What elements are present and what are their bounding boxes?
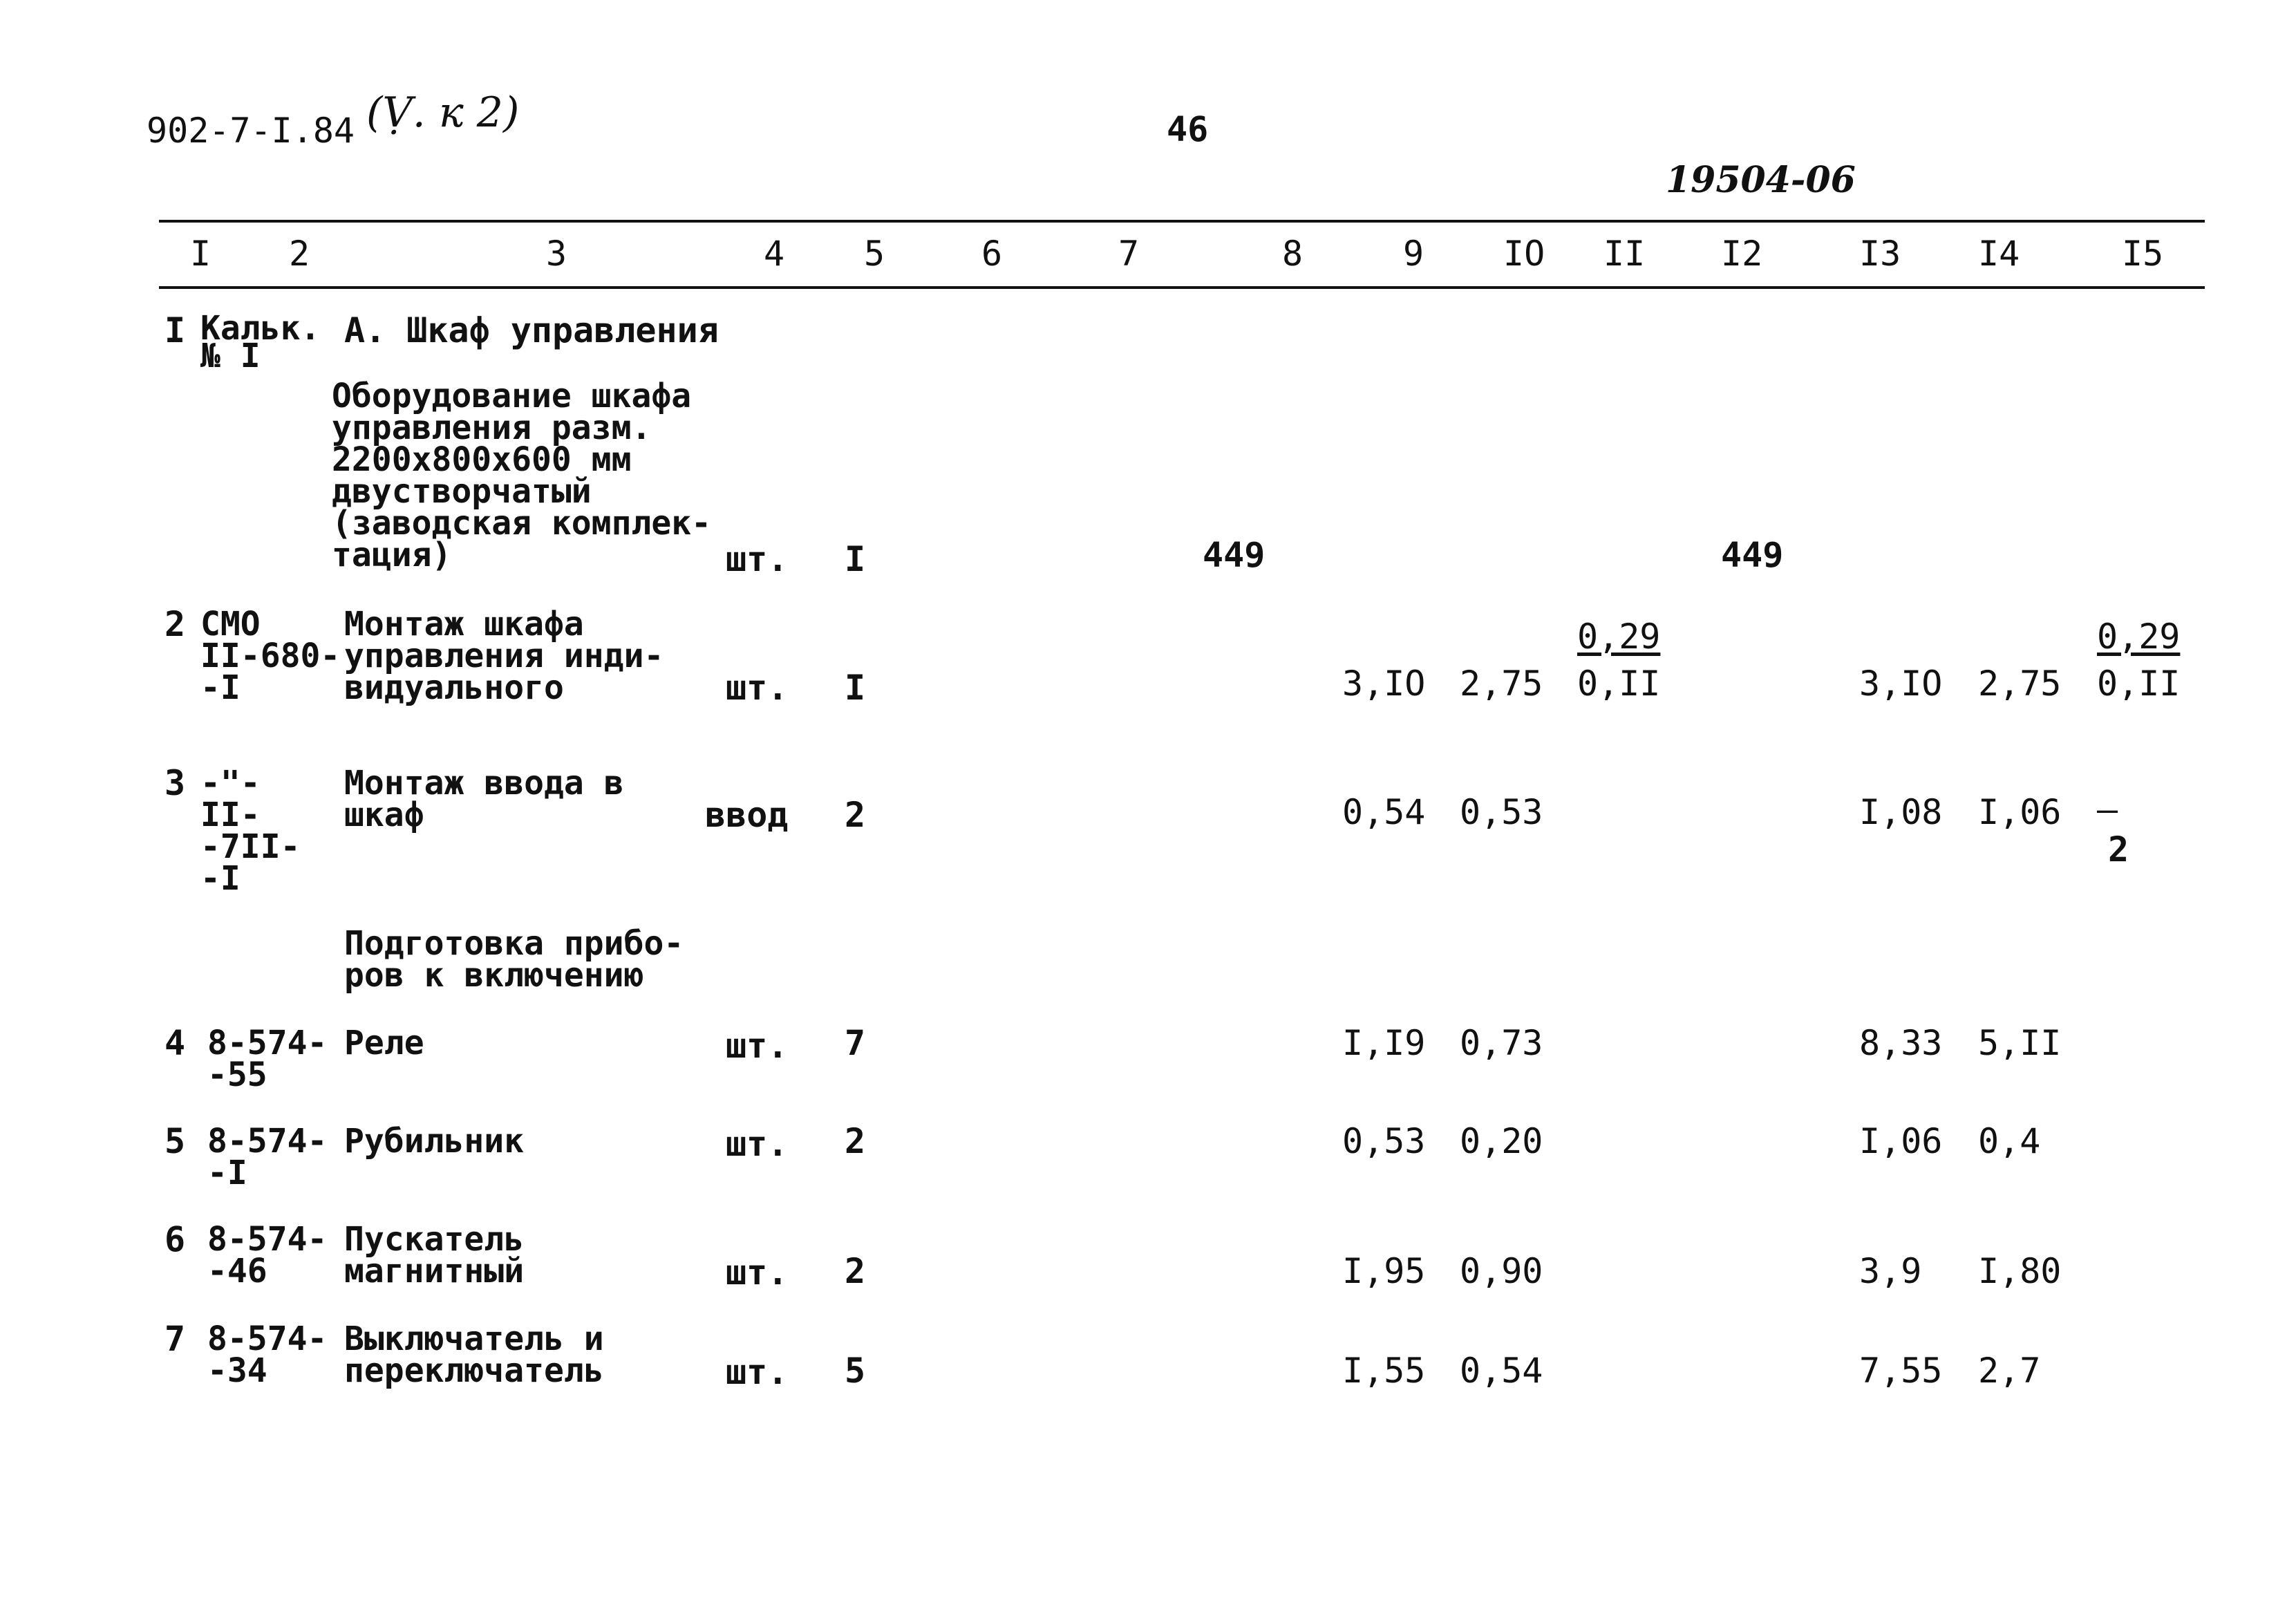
row-col11-denominator: 0,II [1577, 664, 1661, 704]
row-col8: 449 [1203, 535, 1265, 575]
row-col15-denominator: 0,II [2097, 664, 2181, 704]
row-description: Монтаж шкафа управления инди- видуального [344, 605, 664, 707]
col-header-12: I2 [1721, 234, 1763, 274]
col-header-4: 4 [764, 234, 785, 274]
col-header-13: I3 [1859, 234, 1901, 274]
row-description: Оборудование шкафа управления разм. 2200x800x600 мм двустворчатый (заводская комплек- тация) [332, 377, 712, 574]
row-col13: 3,9 [1859, 1251, 1922, 1291]
row-col9: I,95 [1342, 1251, 1426, 1291]
row-quantity: I [845, 668, 866, 708]
row-col15-denominator: 2 [2108, 829, 2129, 870]
row-col9: 0,53 [1342, 1121, 1426, 1161]
row-quantity: 2 [845, 1121, 866, 1161]
row-number: 3 [164, 763, 186, 803]
row-col10: 0,53 [1460, 792, 1543, 832]
row-col14: 2,7 [1978, 1351, 2041, 1391]
row-unit: шт. [726, 539, 789, 579]
row-code: 8-574- -34 [207, 1320, 328, 1390]
section-subheading: Подготовка прибо- ров к включению [344, 924, 684, 995]
col-header-3: 3 [546, 234, 567, 274]
col-header-10: IO [1503, 234, 1545, 274]
header-bottom-rule [159, 286, 2205, 289]
row-col13: I,08 [1859, 792, 1943, 832]
col-header-11: II [1603, 234, 1646, 274]
row-col15-numerator: 0,29 [2097, 617, 2181, 657]
row-quantity: I [845, 539, 866, 579]
row-number: 5 [164, 1121, 186, 1161]
row-col12: 449 [1721, 535, 1784, 575]
section-title: А. Шкаф управления [344, 310, 719, 350]
row-col14: I,06 [1978, 792, 2062, 832]
row-col10: 0,90 [1460, 1251, 1543, 1291]
col-header-5: 5 [864, 234, 885, 274]
row-unit: шт. [726, 668, 789, 708]
col-header-14: I4 [1978, 234, 2020, 274]
row-unit: шт. [726, 1352, 789, 1392]
col-header-6: 6 [981, 234, 1003, 274]
handwritten-note: (Ṿ. к 2) [366, 88, 520, 137]
row-quantity: 2 [845, 1251, 866, 1291]
row-col15-numerator: — [2097, 789, 2118, 829]
page-number: 46 [1167, 109, 1209, 149]
row-code: 8-574- -I [207, 1122, 328, 1192]
row-col9: 3,IO [1342, 664, 1426, 704]
row-unit: шт. [726, 1026, 789, 1066]
document-code: 902-7-I.84 [147, 111, 355, 151]
row-description: Монтаж ввода в шкаф [344, 764, 624, 834]
row-col10: 2,75 [1460, 664, 1543, 704]
row-col10: 0,54 [1460, 1351, 1543, 1391]
row-col14: 0,4 [1978, 1121, 2041, 1161]
row-col14: 2,75 [1978, 664, 2062, 704]
row-col11-numerator: 0,29 [1577, 617, 1661, 657]
row-description: Выключатель и переключатель [344, 1320, 604, 1390]
row-col10: 0,20 [1460, 1121, 1543, 1161]
row-col10: 0,73 [1460, 1023, 1543, 1063]
registration-stamp: 19504-06 [1666, 159, 1856, 201]
row-col9: I,I9 [1342, 1023, 1426, 1063]
col-header-2: 2 [289, 234, 310, 274]
col-header-1: I [190, 234, 211, 274]
row-col9: 0,54 [1342, 792, 1426, 832]
col-header-8: 8 [1282, 234, 1304, 274]
row-quantity: 5 [845, 1351, 866, 1391]
row-col13: I,06 [1859, 1121, 1943, 1161]
row-description: Реле [344, 1024, 424, 1062]
row-col9: I,55 [1342, 1351, 1426, 1391]
row-code: 8-574- -46 [207, 1220, 328, 1290]
row-unit: ввод [705, 795, 789, 835]
row-number: I [164, 310, 186, 350]
row-col14: I,80 [1978, 1251, 2062, 1291]
row-quantity: 7 [845, 1023, 866, 1063]
row-code: -"- II- -7II- -I [200, 764, 301, 898]
row-code: 8-574- -55 [207, 1024, 328, 1094]
col-header-7: 7 [1118, 234, 1140, 274]
row-number: 7 [164, 1319, 186, 1359]
row-number: 2 [164, 604, 186, 644]
row-unit: шт. [726, 1124, 789, 1164]
col-header-9: 9 [1403, 234, 1424, 274]
row-col13: 7,55 [1859, 1351, 1943, 1391]
row-quantity: 2 [845, 795, 866, 835]
header-top-rule [159, 220, 2205, 223]
col-header-15: I5 [2122, 234, 2164, 274]
row-col14: 5,II [1978, 1023, 2062, 1063]
row-col13: 3,IO [1859, 664, 1943, 704]
row-description: Пускатель магнитный [344, 1220, 525, 1290]
row-code: СМО II-680- -I [200, 605, 341, 707]
row-unit: шт. [726, 1252, 789, 1293]
row-number: 6 [164, 1219, 186, 1259]
row-number: 4 [164, 1023, 186, 1063]
row-code: Кальк. № I [200, 309, 321, 375]
row-description: Рубильник [344, 1122, 525, 1161]
row-col13: 8,33 [1859, 1023, 1943, 1063]
